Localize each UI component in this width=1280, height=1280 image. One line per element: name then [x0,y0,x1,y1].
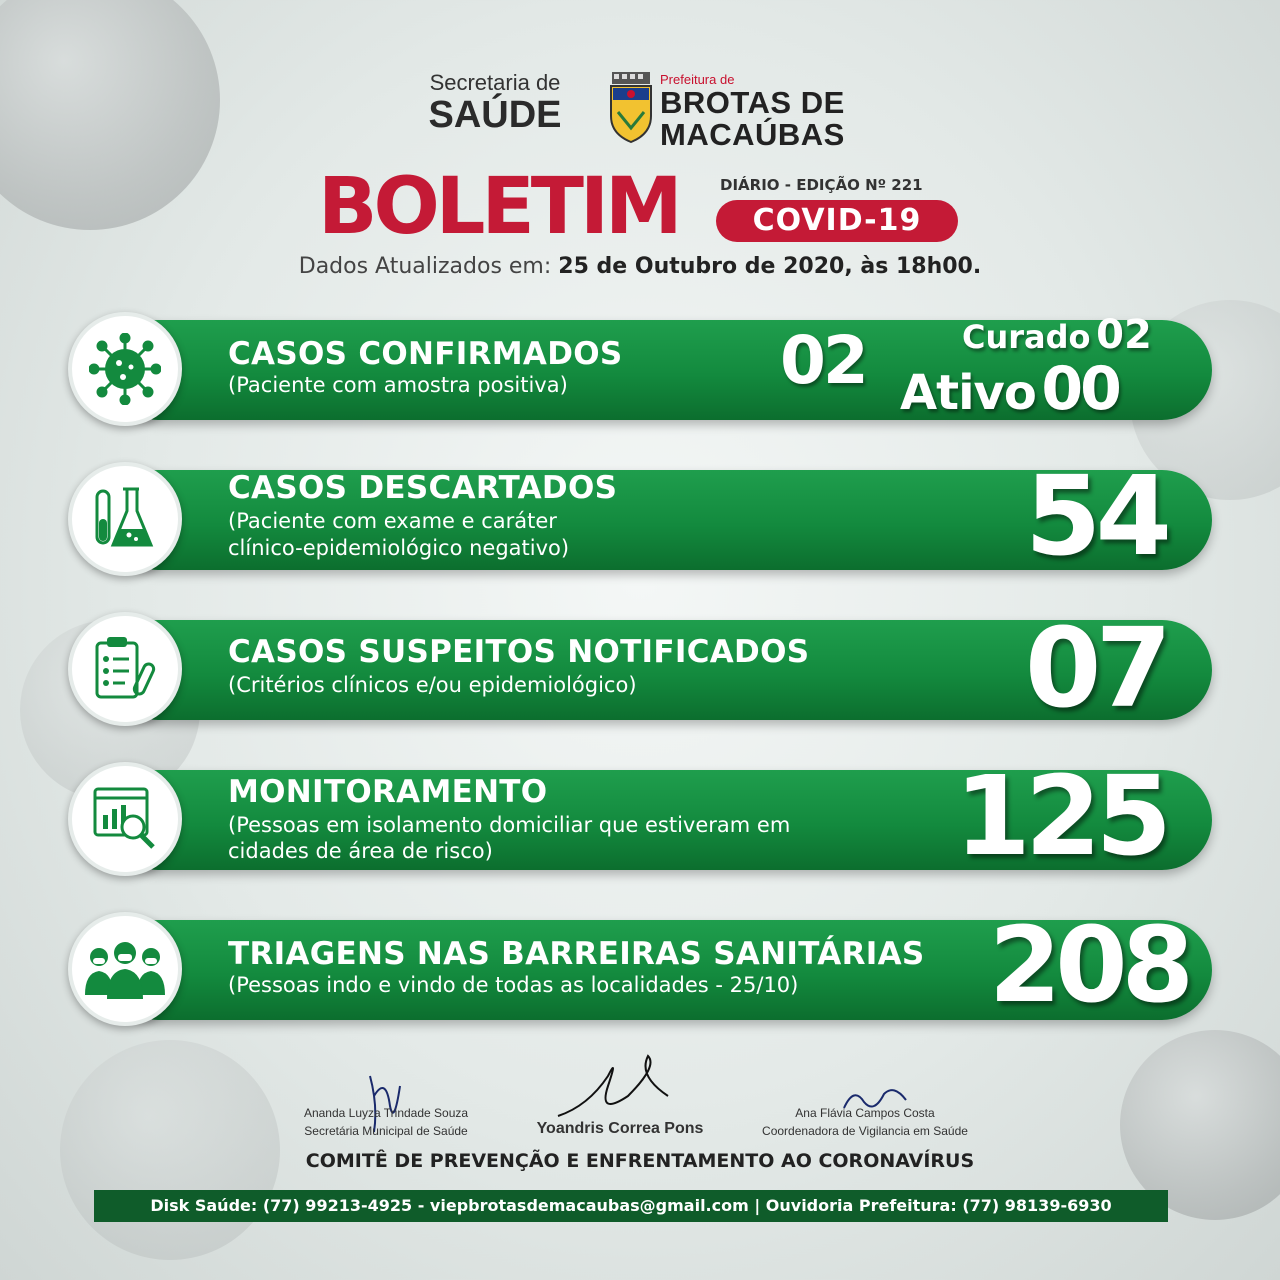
monitor-analysis-icon [68,762,182,876]
row-subtitle: (Critérios clínicos e/ou epidemiológico) [228,673,637,697]
row-subtitle: (Pessoas indo e vindo de todas as localidades - 25/10) [228,973,799,997]
row-title: MONITORAMENTO [228,774,548,810]
curado-value: 02 [1096,312,1152,358]
updated-label: Dados Atualizados em: [298,254,552,279]
secretaria-line2: SAÚDE [428,94,562,136]
signature-right [740,1106,990,1138]
confirmed-value: 02 [780,322,866,399]
row-title: CASOS SUSPEITOS NOTIFICADOS [228,634,810,670]
discarded-value: 54 [1024,452,1166,580]
row-title: TRIAGENS NAS BARREIRAS SANITÁRIAS [228,936,925,972]
clipboard-test-tube-icon [68,612,182,726]
committee-line: COMITÊ DE PREVENÇÃO E ENFRENTAMENTO AO CORONAVÍRUS [305,1150,975,1172]
signature-name: Yoandris Correa Pons [536,1120,704,1137]
ativo-value: 00 [1041,354,1119,424]
edition-label: DIÁRIO - EDIÇÃO Nº 221 [720,176,923,194]
ativo-label: Ativo [900,365,1036,421]
boletim-title: BOLETIM [318,162,679,252]
updated-line [0,254,1280,279]
prefeitura-logo [660,72,845,151]
row-subtitle-line2: cidades de área de risco) [228,839,493,863]
lab-flask-icon [68,462,182,576]
row-monitoramento [68,752,1212,880]
city-crest-icon [608,72,654,144]
signature-name: Ananda Luyza Trindade Souza [303,1106,469,1120]
signature-name: Ana Flávia Campos Costa [795,1106,935,1120]
row-subtitle-line2: clínico-epidemiológico negativo) [228,536,570,560]
prefeitura-line2: MACAÚBAS [660,117,845,152]
signature-center [500,1120,740,1138]
curado-label: Curado [962,318,1091,356]
prefeitura-small: Prefeitura de [660,72,735,87]
signature-role: Coordenadora de Vigilancia em Saúde [762,1124,968,1138]
secretaria-line1: Secretaria de [429,70,561,95]
virus-icon [68,312,182,426]
covid-badge: COVID-19 [716,200,958,242]
masked-people-icon [68,912,182,1026]
curado-line [962,312,1152,358]
row-title: CASOS DESCARTADOS [228,470,618,506]
row-title: CASOS CONFIRMADOS [228,336,623,372]
signature-role: Secretária Municipal de Saúde [304,1124,468,1138]
updated-value: 25 de Outubro de 2020, às 18h00. [558,254,982,279]
monitoring-value: 125 [954,752,1166,880]
ativo-line [900,354,1119,424]
secretaria-logo [420,70,570,134]
row-triagens [68,904,1212,1026]
contact-footer: Disk Saúde: (77) 99213-4925 - viepbrotasdemacaubas@gmail.com | Ouvidoria Prefeitura: (77) 98139-6930 [94,1190,1168,1222]
row-subtitle: (Paciente com amostra positiva) [228,373,568,397]
row-descartados [68,452,1212,580]
prefeitura-line1: BROTAS DE [660,85,845,120]
suspect-value: 07 [1024,604,1166,732]
screening-value: 208 [988,904,1188,1026]
signature-scribble-center [548,1046,678,1126]
signature-left [286,1106,486,1138]
row-suspeitos [68,604,1212,732]
row-subtitle-line1: (Paciente com exame e caráter [228,509,557,533]
background-virus-top-left [0,0,220,230]
row-subtitle-line1: (Pessoas em isolamento domiciliar que estiveram em [228,813,791,837]
row-confirmados [68,310,1212,424]
